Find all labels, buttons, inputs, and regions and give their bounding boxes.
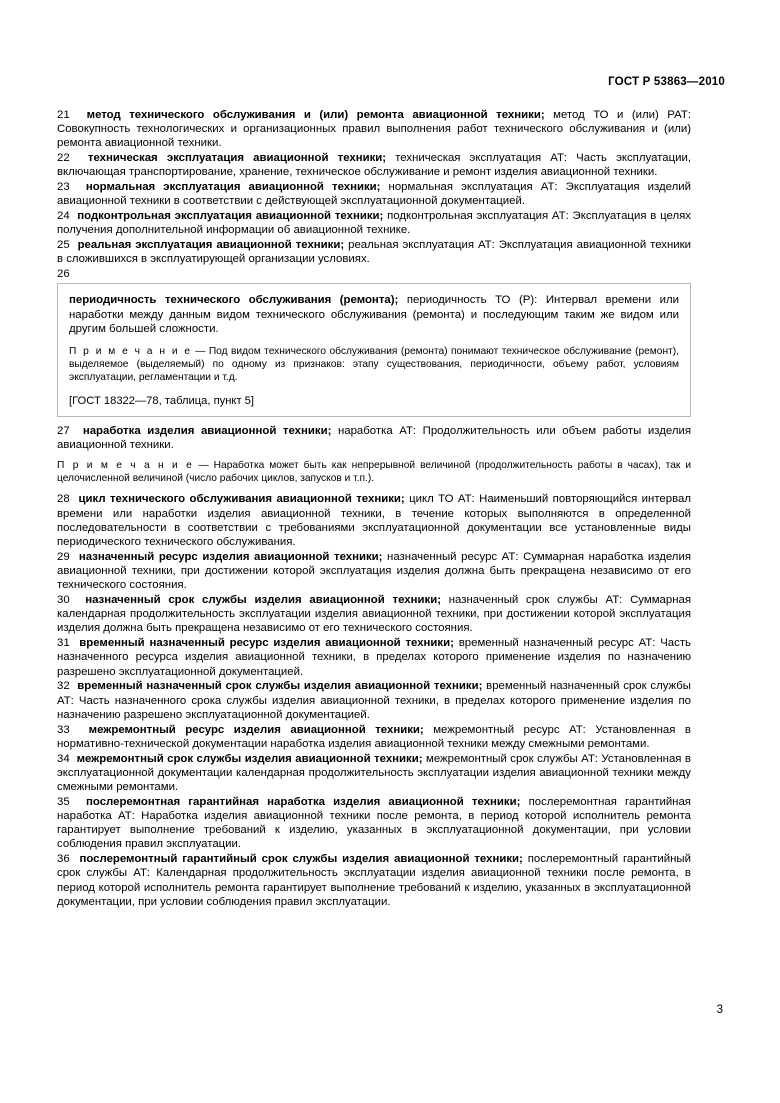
page-number: 3 bbox=[716, 1004, 723, 1016]
entry-term: межремонтный срок службы изделия авиационной техники; bbox=[76, 752, 423, 765]
entry-term: межремонтный ресурс изделия авиационной техники; bbox=[88, 723, 424, 736]
entry-term: наработка изделия авиационной техники; bbox=[82, 424, 332, 437]
note-dash: — bbox=[191, 346, 209, 358]
entry-term: послеремонтная гарантийная наработка изделия авиационной техники; bbox=[86, 795, 521, 808]
definition-entry bbox=[57, 550, 691, 593]
definition-entry bbox=[57, 151, 691, 179]
note-text: Наработка может быть как непрерывной величиной (продолжительность работы в часах), так и целочисленной величиной (число рабочих циклов, запусков и т.п.). bbox=[57, 460, 692, 485]
definition-entry bbox=[57, 679, 691, 722]
entry-body: подконтрольная эксплуатация АТ: Эксплуатация в целях получения дополнительной информации об авиационной технике. bbox=[57, 210, 691, 237]
entry-term: техническая эксплуатация авиационной техники; bbox=[87, 152, 387, 165]
entry-body: назначенный срок службы АТ: Суммарная календарная продолжительность эксплуатации изделия авиационной техники, при достижении которой эксплуатация изделия должна быть прекращена независимо от его технического состояния. bbox=[57, 594, 691, 635]
entry-number: 31 bbox=[57, 637, 70, 650]
entry-body: межремонтный срок службы АТ: Установленная в эксплуатационной документации календарная продолжительность эксплуатации изделия авиационной техники между смежными ремонтами. bbox=[57, 752, 691, 794]
definition-entry bbox=[57, 593, 691, 636]
entry-term: подконтрольная эксплуатация авиационной техники; bbox=[77, 210, 384, 223]
entry-number: 34 bbox=[57, 752, 70, 765]
note-text: Под видом технического обслуживания (ремонта) понимают техническое обслуживание (ремонт), выделяемое (выделяемый) по одному из признаков: этапу существования, периодичности, объему работ, условиям эксплуатации, регламентации и т.д. bbox=[69, 346, 679, 384]
definition-entry bbox=[57, 108, 691, 151]
entry-number: 25 bbox=[57, 239, 70, 252]
entry-number: 33 bbox=[57, 723, 70, 736]
note-label: П р и м е ч а н и е bbox=[69, 346, 192, 358]
boxed-entry-term: периодичность технического обслуживания (ремонта); bbox=[69, 294, 399, 307]
entry-term: назначенный срок службы изделия авиационной техники; bbox=[85, 594, 441, 607]
entry-number: 27 bbox=[57, 424, 70, 437]
entry-number: 32 bbox=[57, 680, 70, 693]
page-header-standard-number: ГОСТ Р 53863—2010 bbox=[608, 76, 725, 88]
entry-term: реальная эксплуатация авиационной техники; bbox=[77, 239, 345, 252]
entry-term: нормальная эксплуатация авиационной техники; bbox=[85, 181, 381, 194]
entry-term: метод технического обслуживания и (или) ремонта авиационной техники; bbox=[86, 109, 545, 121]
entry-body: цикл ТО АТ: Наименьший повторяющийся интервал времени или наработки изделия авиационной техники, в течение которых выполняются в определенной последовательности в соответствии с требованиями эксплуатационной документации все установленные виды периодического технического обслуживания. bbox=[57, 493, 692, 549]
definition-entry bbox=[57, 795, 691, 852]
entry-number: 24 bbox=[57, 210, 70, 223]
entry-term: временный назначенный срок службы изделия авиационной техники; bbox=[77, 680, 483, 693]
entry-body: реальная эксплуатация АТ: Эксплуатация авиационной техники в сложившихся в эксплуатирующей организации условиях. bbox=[57, 239, 692, 266]
entry-number: 30 bbox=[57, 594, 70, 607]
entry-term: цикл технического обслуживания авиационной техники; bbox=[78, 493, 405, 506]
framed-definition-box bbox=[57, 283, 691, 416]
boxed-source-reference: [ГОСТ 18322—78, таблица, пункт 5] bbox=[69, 394, 255, 407]
entry-term: назначенный ресурс изделия авиационной техники; bbox=[78, 550, 383, 563]
entry-body: нормальная эксплуатация АТ: Эксплуатация изделий авиационной техники в соответствии с действующей эксплуатационной документацией. bbox=[57, 181, 691, 208]
boxed-entry-body: периодичность ТО (Р): Интервал времени или наработки между данным видом технического обслуживания (ремонта) и последующим таким же видом или другим большей сложности. bbox=[69, 294, 679, 335]
note-label: П р и м е ч а н и е bbox=[57, 460, 194, 472]
entry-body: послеремонтная гарантийная наработка АТ: Наработка изделия авиационной техники после ремонта, в период которой исполнитель ремонта гарантирует выполнение требований к изделию, указанных в эксплуатационной документации, при условии соблюдения правил эксплуатации. bbox=[57, 795, 691, 851]
definition-entry bbox=[57, 209, 691, 237]
entry-number: 23 bbox=[57, 181, 70, 194]
entry-body: метод ТО и (или) РАТ: Совокупность технологических и организационных правил выполнения работ технического обслуживания и (или) ремонта авиационной техники. bbox=[57, 109, 691, 150]
entry-body: межремонтный ресурс АТ: Установленная в нормативно-технической документации наработка изделия авиационной техники между смежными ремонтами. bbox=[57, 723, 691, 750]
entry-term: временный назначенный ресурс изделия авиационной техники; bbox=[79, 637, 454, 650]
entry-body: послеремонтный гарантийный срок службы АТ: Календарная продолжительность эксплуатации изделия авиационной техники после ремонта, в период которой исполнитель ремонта гарантирует выполнение требований к изделию, указанных в эксплуатационной документации, при условии соблюдения правил эксплуатации. bbox=[57, 853, 691, 908]
definition-entry bbox=[57, 238, 691, 266]
entry-term: послеремонтный гарантийный срок службы изделия авиационной техники; bbox=[79, 853, 523, 866]
entry-body: наработка АТ: Продолжительность или объем работы изделия авиационной техники. bbox=[57, 424, 691, 451]
entry-number: 36 bbox=[57, 853, 70, 866]
entry-number: 28 bbox=[57, 493, 70, 506]
entry-body: временный назначенный срок службы АТ: Часть назначенного срока службы изделия авиационной техники, в пределах которого применение изделия по назначению разрешено эксплуатационной документацией. bbox=[57, 680, 691, 721]
definition-entry bbox=[57, 424, 691, 452]
entry-number: 29 bbox=[57, 550, 70, 563]
definition-entry bbox=[57, 636, 691, 679]
definition-entry bbox=[57, 852, 691, 909]
definition-entry bbox=[57, 723, 691, 751]
boxed-definition-entry bbox=[69, 293, 679, 336]
note-after-entry-27 bbox=[57, 459, 691, 485]
note-dash: — bbox=[193, 460, 214, 472]
entry-number: 35 bbox=[57, 795, 70, 808]
boxed-note bbox=[69, 345, 679, 385]
definition-entry bbox=[57, 492, 691, 549]
entry-body: назначенный ресурс АТ: Суммарная наработка изделия авиационной техники, при достижении которой эксплуатация изделия должна быть прекращена независимо от его технического состояния. bbox=[57, 550, 691, 592]
entry-body: временный назначенный ресурс АТ: Часть назначенного ресурса изделия авиационной техники, в пределах которого применение изделия по назначению разрешено эксплуатационной документацией. bbox=[57, 637, 691, 678]
definition-entry bbox=[57, 752, 691, 795]
entry-number: 22 bbox=[57, 152, 70, 165]
entry-body: техническая эксплуатация АТ: Часть эксплуатации, включающая транспортирование, хранение, техническое обслуживание и ремонт изделия авиационной техники. bbox=[57, 152, 691, 179]
entry-number: 21 bbox=[57, 109, 70, 121]
document-body bbox=[57, 108, 691, 910]
boxed-entry-number: 26 bbox=[57, 268, 70, 281]
definition-entry bbox=[57, 180, 691, 208]
